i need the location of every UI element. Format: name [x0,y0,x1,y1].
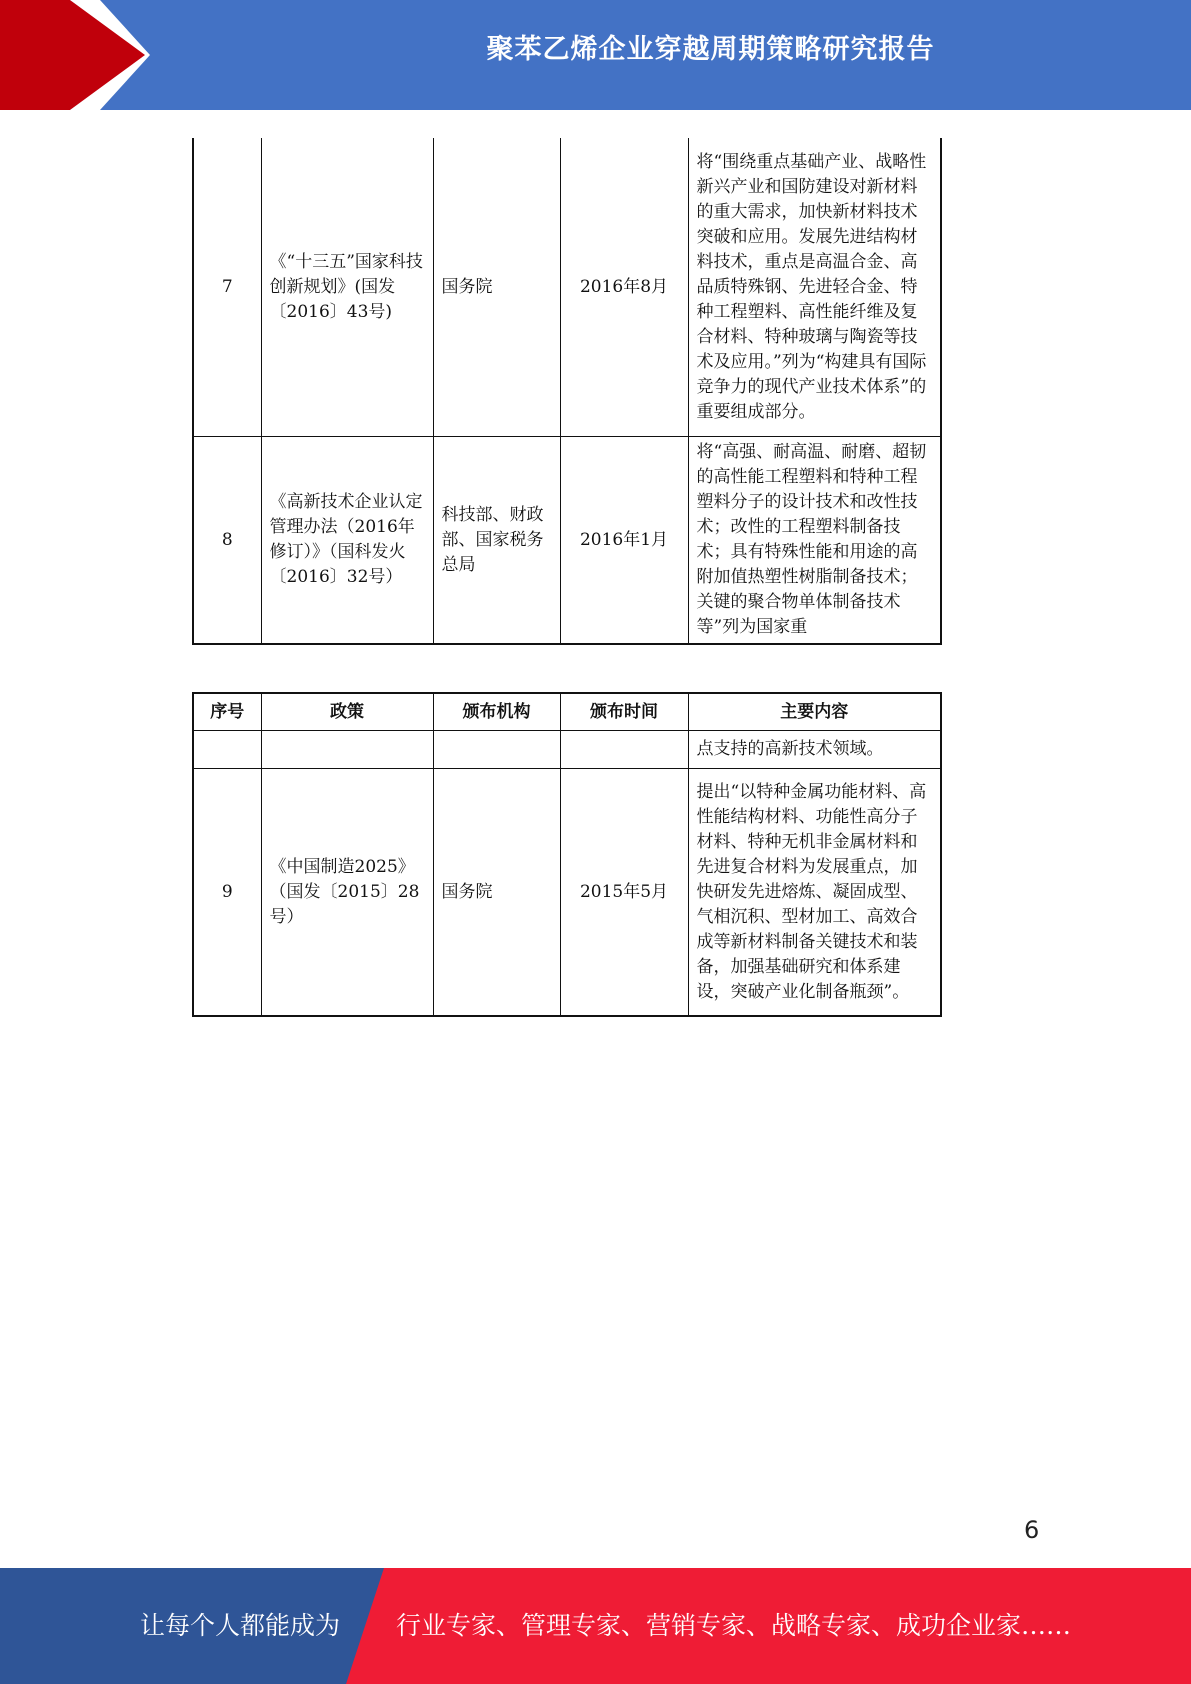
row-number: 9 [193,769,261,1017]
header-policy: 政策 [261,693,433,731]
empty-cell [560,731,688,769]
row-number: 8 [193,437,261,645]
issuing-agency: 国务院 [433,138,560,437]
table-row [193,437,941,645]
table-row-continuation [193,731,941,769]
policy-name: 《中国制造2025》（国发〔2015〕28号） [261,769,433,1017]
policy-name: 《“十三五”国家科技创新规划》(国发〔2016〕43号) [261,138,433,437]
policy-table-continued [192,138,942,645]
header-agency: 颁布机构 [433,693,560,731]
table-row [193,138,941,437]
footer-slogan-left: 让每个人都能成为 [140,1611,341,1640]
row-number: 7 [193,138,261,437]
issue-date: 2016年8月 [560,138,688,437]
empty-cell [261,731,433,769]
page-number: 6 [1024,1516,1040,1544]
page-header [0,0,1191,110]
policy-name: 《高新技术企业认定管理办法（2016年修订）》（国科发火〔2016〕32号） [261,437,433,645]
header-date: 颁布时间 [560,693,688,731]
page-footer [0,1568,1191,1684]
issuing-agency: 国务院 [433,769,560,1017]
empty-cell [193,731,261,769]
issue-date: 2016年1月 [560,437,688,645]
footer-slogan-right: 行业专家、管理专家、营销专家、战略专家、成功企业家…… [396,1611,1072,1640]
issuing-agency: 科技部、财政部、国家税务总局 [433,437,560,645]
policy-content: 将“围绕重点基础产业、战略性新兴产业和国防建设对新材料的重大需求，加快新材料技术突破和应用。发展先进结构材料技术，重点是高温合金、高品质特殊钢、先进轻合金、特种工程塑料、高性能纤维及复合材料、特种玻璃与陶瓷等技术及应用。”列为“构建具有国际竞争力的现代产业技术体系”的重要组成部分。 [688,138,941,437]
report-title: 聚苯乙烯企业穿越周期策略研究报告 [486,34,935,65]
table-header-row [193,693,941,731]
policy-table [192,692,942,1017]
header-number: 序号 [193,693,261,731]
policy-content: 提出“以特种金属功能材料、高性能结构材料、功能性高分子材料、特种无机非金属材料和先进复合材料为发展重点，加快研发先进熔炼、凝固成型、气相沉积、型材加工、高效合成等新材料制备关键技术和装备，加强基础研究和体系建设，突破产业化制备瓶颈”。 [688,769,941,1017]
issue-date: 2015年5月 [560,769,688,1017]
policy-content: 将“高强、耐高温、耐磨、超韧的高性能工程塑料和特种工程塑料分子的设计技术和改性技术；改性的工程塑料制备技术；具有特殊性能和用途的高附加值热塑性树脂制备技术；关键的聚合物单体制备技术等”列为国家重 [688,437,941,645]
table-row [193,769,941,1017]
policy-content: 点支持的高新技术领域。 [688,731,941,769]
empty-cell [433,731,560,769]
header-content: 主要内容 [688,693,941,731]
